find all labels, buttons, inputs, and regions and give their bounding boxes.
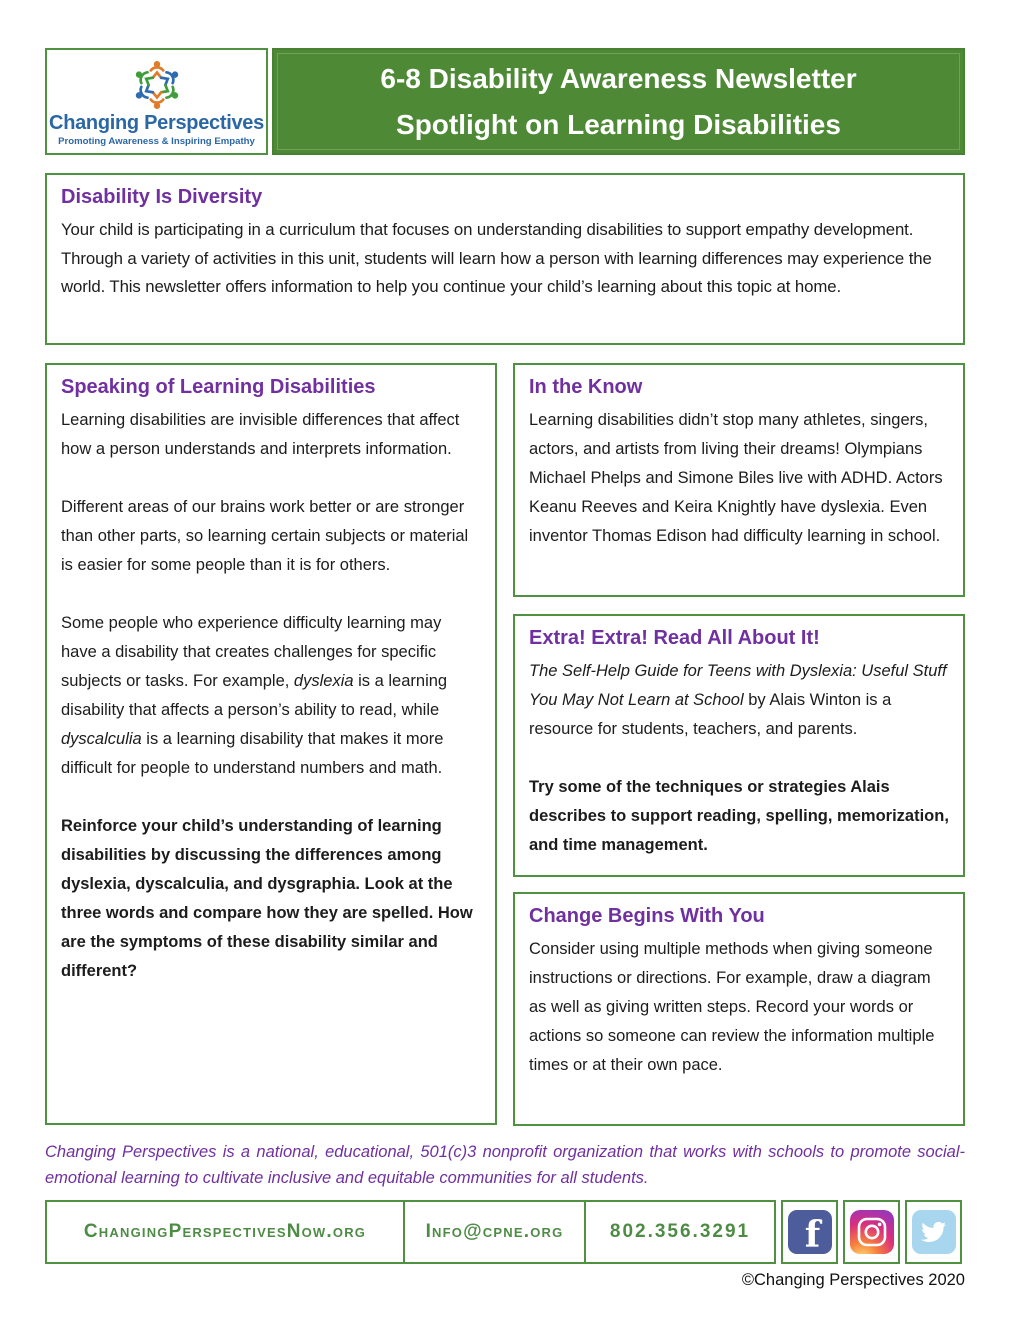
extra-book-paragraph: The Self-Help Guide for Teens with Dyslexia: Useful Stuff You May Not Learn at School by Alais Winton is a resource for students, teachers, and parents.: [529, 662, 947, 738]
facebook-button[interactable]: [781, 1200, 838, 1264]
logo-title: Changing Perspectives: [49, 112, 264, 134]
speaking-box: [45, 363, 497, 1125]
intro-heading: Disability Is Diversity: [61, 186, 263, 208]
extra-box: [513, 614, 965, 877]
in-the-know-box: [513, 363, 965, 597]
speaking-paragraph-1: Learning disabilities are invisible differences that affect how a person understands and interprets information.: [61, 411, 460, 458]
newsletter-page: [45, 48, 965, 1290]
term-dyslexia: dyslexia: [293, 672, 354, 690]
header: [45, 48, 965, 155]
intro-box: [45, 173, 965, 345]
intro-body: Your child is participating in a curriculum that focuses on understanding disabilities to support empathy development. Through a variety of activities in this unit, students will learn how a person with learning differences may experience the world. This newsletter offers information to help you continue your child’s learning about this topic at home.: [61, 220, 932, 296]
facebook-icon: f: [788, 1210, 832, 1254]
copyright-text: ©Changing Perspectives 2020: [741, 1271, 965, 1289]
logo-figures: [133, 61, 181, 109]
instagram-icon: [850, 1210, 894, 1254]
change-heading: Change Begins With You: [529, 905, 765, 927]
change-begins-box: [513, 892, 965, 1126]
instagram-button[interactable]: [843, 1200, 900, 1264]
extra-heading: Extra! Extra! Read All About It!: [529, 627, 820, 649]
changing-perspectives-logo-icon: [130, 58, 184, 112]
twitter-button[interactable]: [905, 1200, 962, 1264]
columns: [45, 363, 965, 1126]
speaking-paragraph-3: Some people who experience difficulty learning may have a disability that creates challenges for specific subjects or tasks. For example, dyslexia is a learning disability that affects a person’s ability to read, while dyscalculia is a learning disability that makes it more difficult for people to understand numbers and math.: [61, 614, 448, 777]
mission-statement: Changing Perspectives is a national, educational, 501(c)3 nonprofit organization that works with schools to promote social-emotional learning to cultivate inclusive and equitable communities for all students.: [45, 1143, 965, 1187]
twitter-icon: [912, 1210, 956, 1254]
banner-title-line1: 6-8 Disability Awareness Newsletter: [380, 62, 857, 94]
book-title: The Self-Help Guide for Teens with Dyslexia: Useful Stuff You May Not Learn at School: [529, 662, 947, 709]
know-body: Learning disabilities didn’t stop many athletes, singers, actors, and artists from living their dreams! Olympians Michael Phelps and Simone Biles live with ADHD. Actors Keanu Reeves and Keira Knightly have dyslexia. Even inventor Thomas Edison had difficulty learning in school.: [529, 411, 943, 545]
phone-number: 802.356.3291: [586, 1200, 776, 1264]
logo-tagline: Promoting Awareness & Inspiring Empathy: [58, 136, 255, 147]
website-link[interactable]: ChangingPerspectivesNow.org: [45, 1200, 405, 1264]
speaking-paragraph-4: Reinforce your child’s understanding of learning disabilities by discussing the differences among dyslexia, dyscalculia, and dysgraphia. Look at the three words and compare how they are spelled. How are the symptoms of these disability similar and different?: [61, 817, 473, 980]
extra-tip-paragraph: Try some of the techniques or strategies Alais describes to support reading, spelling, memorization, and time management.: [529, 778, 949, 854]
change-body: Consider using multiple methods when giving someone instructions or directions. For example, draw a diagram as well as giving written steps. Record your words or actions so someone can review the information multiple times or at their own pace.: [529, 940, 935, 1074]
know-heading: In the Know: [529, 376, 643, 398]
speaking-paragraph-2: Different areas of our brains work better or are stronger than other parts, so learning certain subjects or material is easier for some people than it is for others.: [61, 498, 469, 574]
footer-bar: [45, 1200, 965, 1264]
banner-title-line2: Spotlight on Learning Disabilities: [396, 108, 841, 140]
email-link[interactable]: Info@cpne.org: [405, 1200, 586, 1264]
logo-box: [45, 48, 268, 155]
term-dyscalculia: dyscalculia: [61, 730, 142, 748]
title-banner: [272, 48, 965, 155]
speaking-heading: Speaking of Learning Disabilities: [61, 376, 376, 398]
